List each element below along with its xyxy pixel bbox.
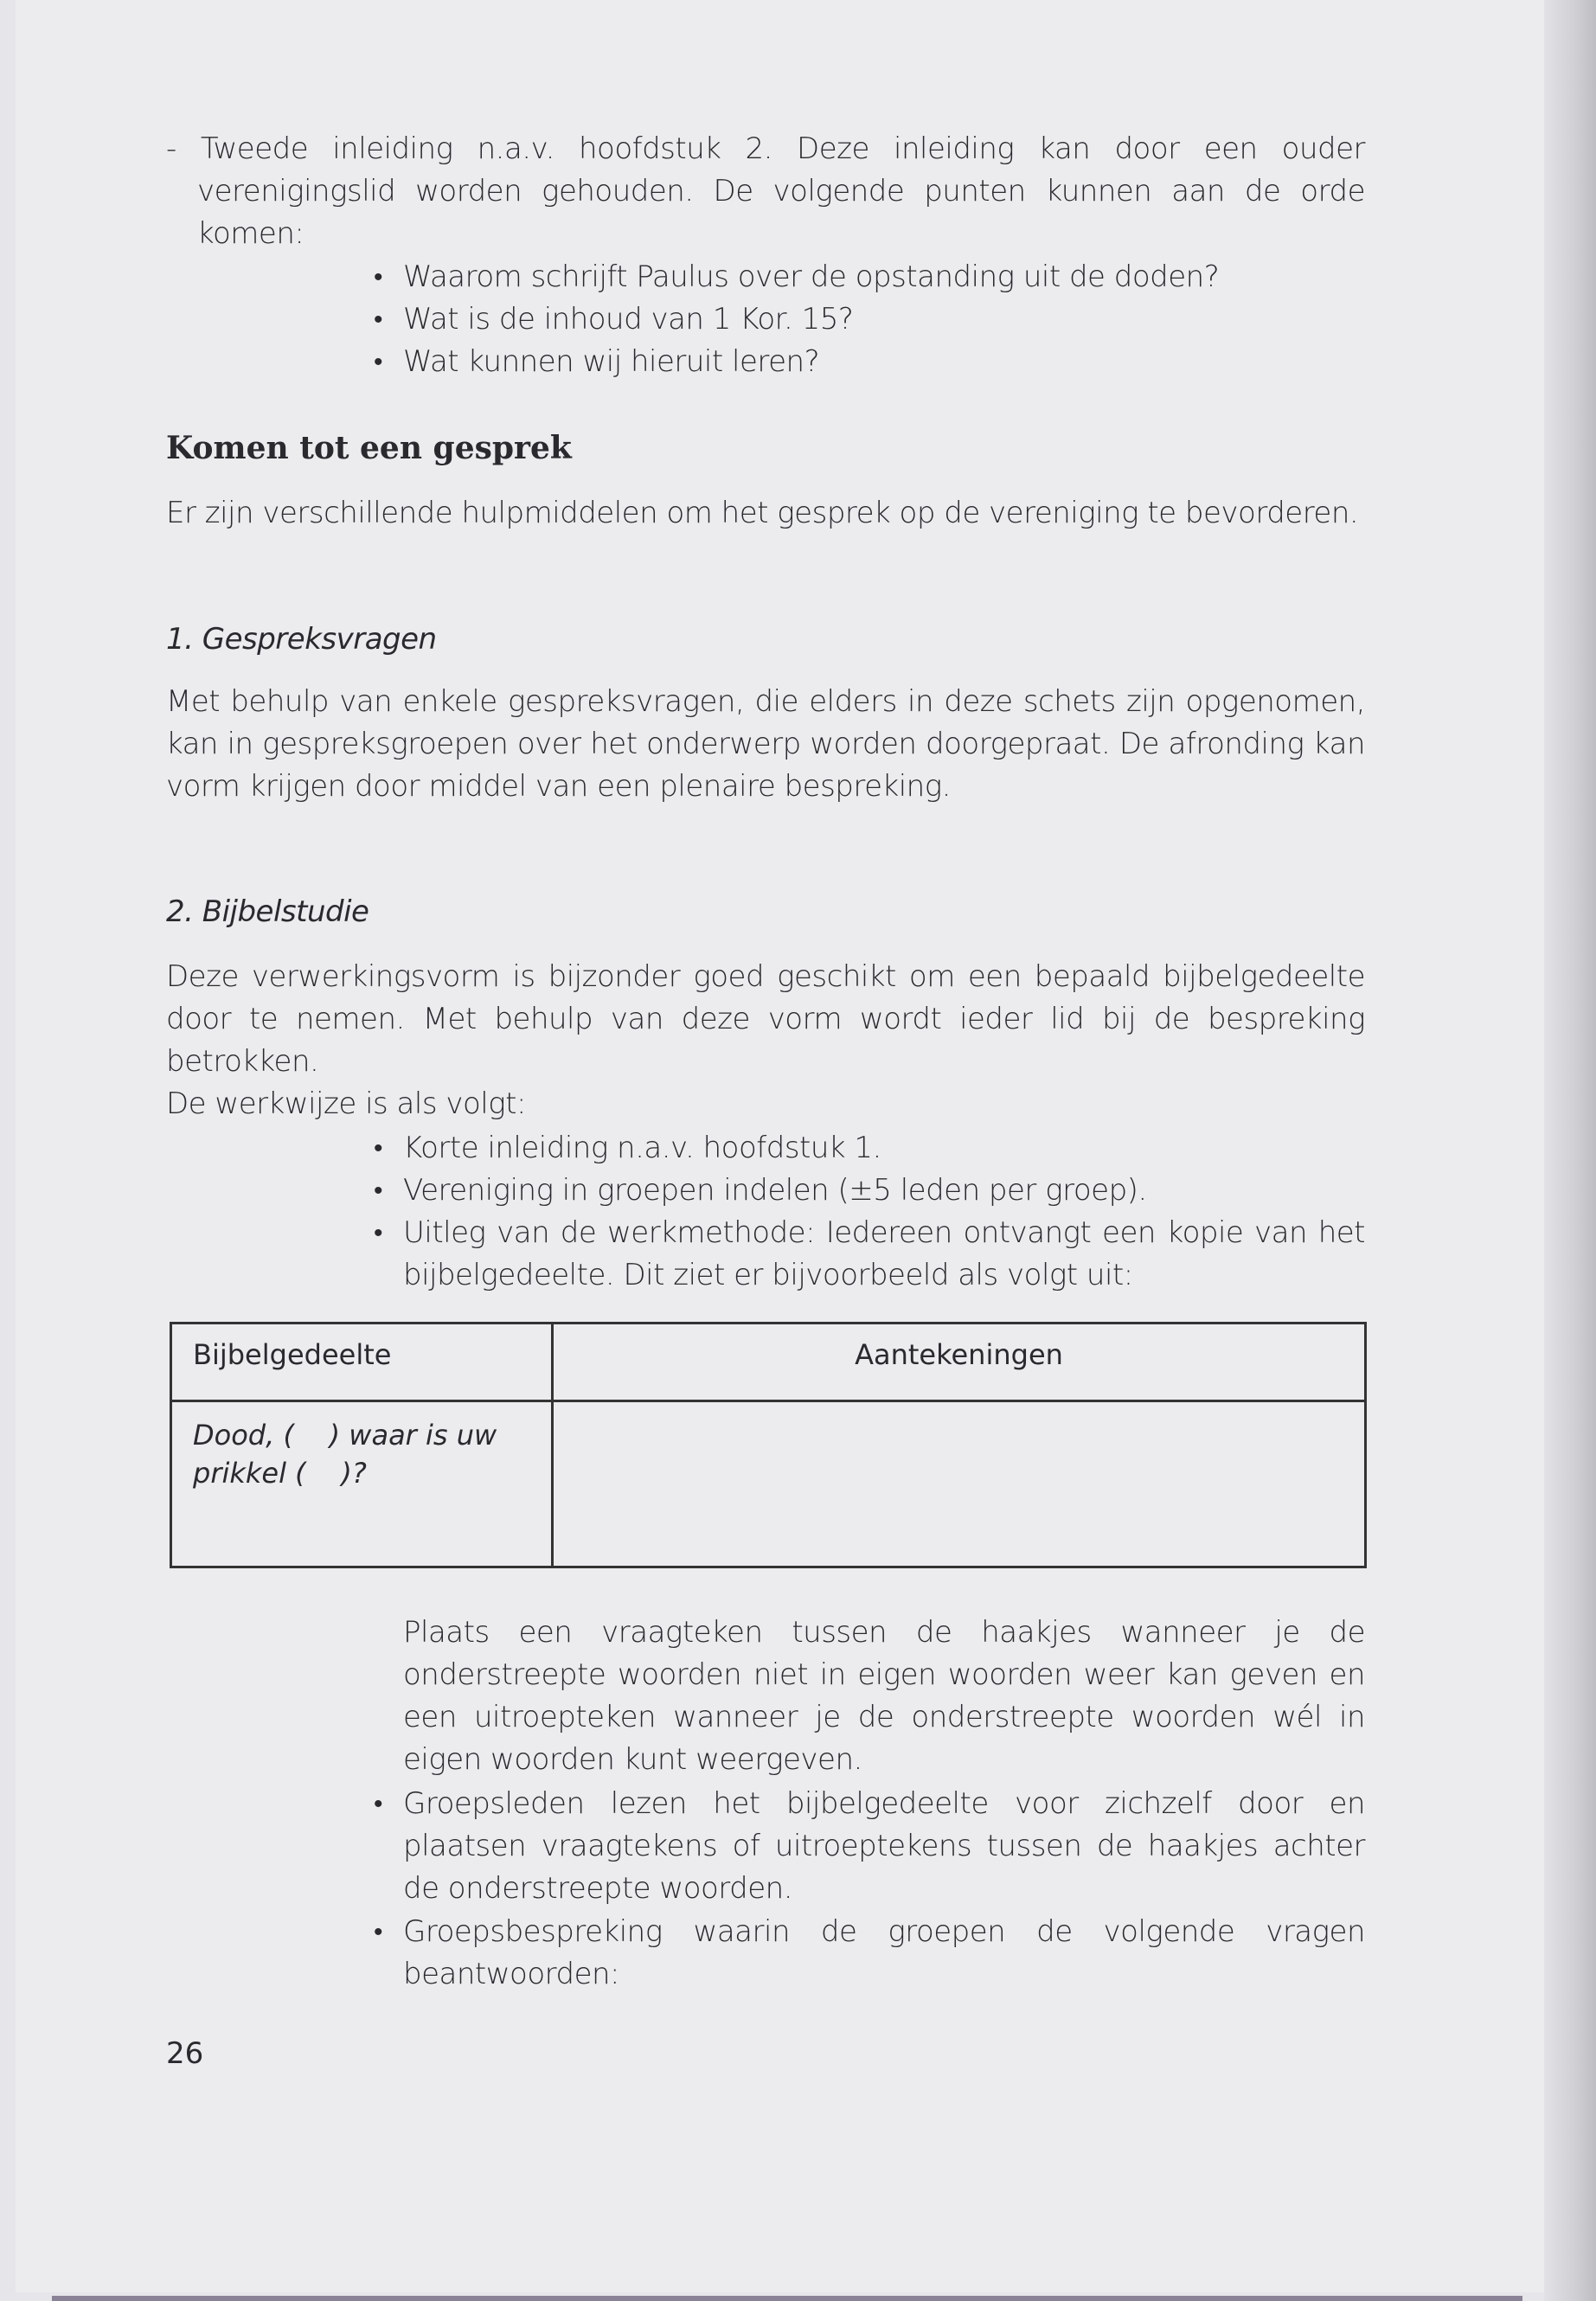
table-cell: Dood, ( ) waar is uw prikkel ( )?: [171, 1401, 553, 1567]
subheading: 2. Bijbelstudie: [166, 894, 369, 929]
paragraph: Er zijn verschillende hulpmiddelen om het gesprek op de vereniging te bevorderen.: [166, 496, 1359, 530]
step-bullet: • Uitleg van de werkmethode: Iedereen ontvangt een kopie van het bijbelgedeelte. Dit ziet er bijvoorbeeld als volgt uit:: [403, 1212, 1365, 1297]
step-bullet: • Groepsleden lezen het bijbelgedeelte voor zichzelf door en plaatsen vraagtekens of uitroeptekens tussen de haakjes achter de onderstreepte woorden.: [403, 1783, 1365, 1910]
intro-bullet: • Waarom schrijft Paulus over de opstanding uit de doden?: [403, 256, 1365, 298]
section-heading: Komen tot een gesprek: [166, 430, 572, 466]
step-bullet: • Korte inleiding n.a.v. hoofdstuk 1.: [403, 1127, 1365, 1170]
subheading: 1. Gespreksvragen: [166, 622, 437, 657]
step-bullet: • Groepsbespreking waarin de groepen de volgende vragen beantwoorden:: [403, 1911, 1365, 1996]
paragraph: Plaats een vraagteken tussen de haakjes wanneer je de onderstreepte woorden niet in eigen woorden weer kan geven en een uitroepteken wanneer je de onderstreepte woorden wél in eigen woorden kunt weergeven.: [403, 1615, 1365, 1777]
example-table: [170, 1322, 1367, 1568]
page-number: 26: [166, 2036, 204, 2071]
paragraph: Met behulp van enkele gespreksvragen, die elders in deze schets zijn opgenomen, kan in gespreksgroepen over het onderwerp worden doorgepraat. De afronding kan vorm krijgen door middel van een plenaire bespreking.: [166, 684, 1365, 804]
step-bullet: • Vereniging in groepen indelen (±5 leden per groep).: [403, 1170, 1365, 1212]
intro-bullet: • Wat kunnen wij hieruit leren?: [403, 341, 1365, 383]
paragraph: Deze verwerkingsvorm is bijzonder goed geschikt om een bepaald bijbelgedeelte door te nemen. Met behulp van deze vorm wordt ieder lid bij de bespreking betrokken.: [166, 959, 1365, 1079]
intro-bullet: • Wat is de inhoud van 1 Kor. 15?: [403, 298, 1365, 341]
table-cell-empty: [553, 1401, 1366, 1567]
paragraph: De werkwijze is als volgt:: [166, 1086, 526, 1121]
table-header: Aantekeningen: [553, 1324, 1366, 1401]
intro-paragraph: - Tweede inleiding n.a.v. hoofdstuk 2. Deze inleiding kan door een ouder verenigingslid worden gehouden. De volgende punten kunnen aan de orde komen:: [166, 131, 1365, 251]
page-bottom-edge: [52, 2296, 1522, 2301]
page-edge: [1544, 0, 1596, 2301]
table-header: Bijbelgedeelte: [171, 1324, 553, 1401]
